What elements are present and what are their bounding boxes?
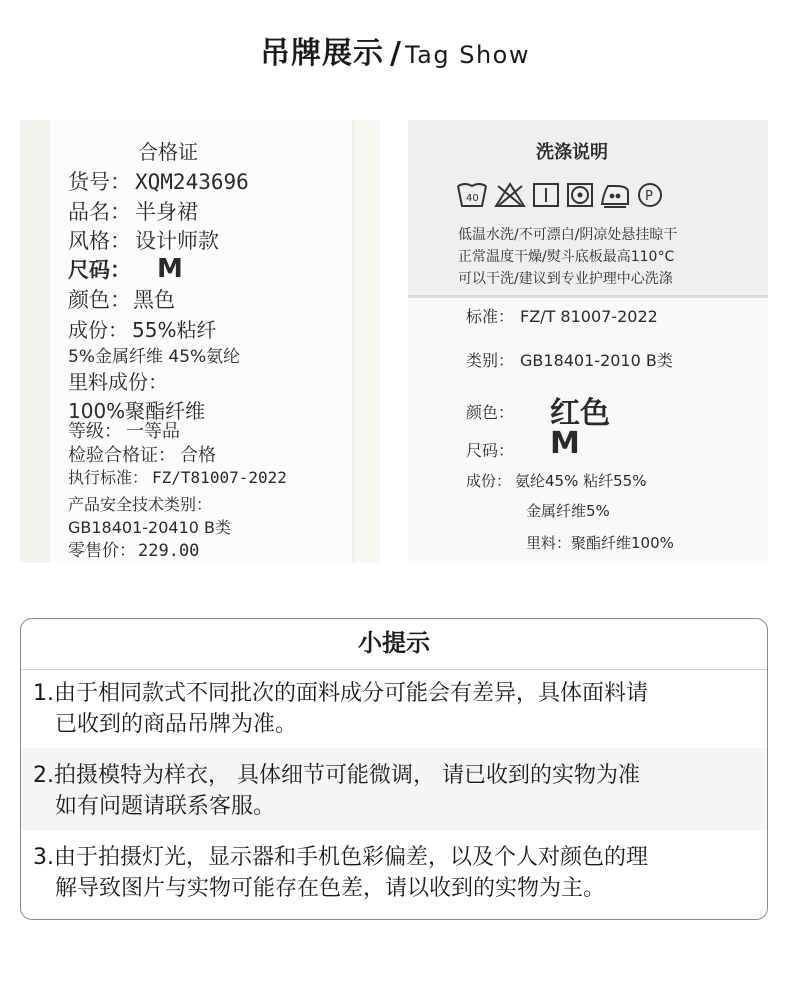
composition-row-2: 金属纤维5%	[526, 502, 610, 520]
tip-line: 解导致图片与实物可能存在色差，请以收到的实物为主。	[55, 876, 606, 901]
tag-line-safety-label: 产品安全技术类别：	[68, 495, 213, 514]
tip-item	[21, 670, 767, 748]
tag-line-product-name: 品名： 半身裙	[68, 200, 198, 224]
header-title-cn: 吊牌展示	[260, 36, 384, 71]
care-symbol-row	[456, 180, 706, 210]
tip-item	[21, 830, 767, 919]
care-text-2: 正常温度干燥/熨斗底板最高110°C	[458, 249, 675, 265]
header-slash: /	[390, 36, 401, 71]
iron-medium-icon	[602, 186, 628, 207]
tag-line-grade: 等级： 一等品	[68, 421, 180, 442]
tag-line-safety-class: GB18401-20410 B类	[68, 518, 232, 537]
color-label: 颜色：	[466, 403, 515, 422]
tip-line: 1.由于相同款式不同批次的面料成分可能会有差异，具体面料请	[33, 681, 648, 706]
care-text-3: 可以干洗/建议到专业护理中心洗涤	[458, 271, 673, 287]
tumble-dry-low-icon	[568, 184, 592, 206]
category-row: 类别： GB18401-2010 B类	[466, 351, 673, 370]
tag-line-composition: 成份： 55%粘纤	[68, 318, 217, 342]
tag-line-inspection: 检验合格证： 合格	[68, 445, 216, 466]
svg-text:40: 40	[466, 193, 479, 204]
tag-line-color: 颜色：黑色	[68, 288, 175, 312]
lining-row: 里料：聚酯纤维100%	[526, 534, 674, 552]
dry-clean-p-icon	[639, 184, 661, 206]
wash-label-photo	[408, 120, 768, 563]
tip-line: 如有问题请联系客服。	[55, 794, 276, 819]
color-value: 红色	[550, 396, 610, 431]
tip-line: 3.由于拍摄灯光，显示器和手机色彩偏差，以及个人对颜色的理	[33, 845, 648, 870]
tag-line-price: 零售价： 229.00	[68, 541, 200, 561]
section-header	[0, 28, 790, 72]
svg-text:P: P	[645, 189, 653, 204]
care-text-1: 低温水洗/不可漂白/阴凉处悬挂晾干	[458, 227, 678, 243]
tag-line-composition-2: 5%金属纤维 45%氨纶	[68, 347, 241, 367]
tip-item	[21, 748, 767, 830]
tag-line-lining-label: 里料成份：	[68, 370, 168, 394]
standard-row: 标准： FZ/T 81007-2022	[466, 307, 658, 326]
tips-box	[20, 618, 768, 920]
size-label: 尺码：	[466, 441, 515, 460]
tag-line-lining: 100%聚酯纤维	[68, 399, 206, 423]
line-dry-icon	[534, 184, 558, 206]
header-title-en: Tag Show	[404, 41, 530, 69]
tag-line-item-no: 货号： XQM243696	[68, 170, 249, 194]
tag-line-style: 风格： 设计师款	[68, 229, 219, 253]
hang-tag-photo	[20, 120, 380, 563]
wash-label-title: 洗涤说明	[536, 142, 608, 163]
tag-line-size: 尺码： M	[68, 254, 183, 284]
no-bleach-icon	[496, 184, 524, 206]
wash-40-icon	[458, 184, 486, 206]
tip-line: 已收到的商品吊牌为准。	[55, 712, 298, 737]
tip-line: 2.拍摄模特为样衣， 具体细节可能微调， 请已收到的实物为准	[33, 763, 640, 788]
tag-heading: 合格证	[138, 140, 198, 164]
composition-row: 成份： 氨纶45% 粘纤55%	[466, 472, 647, 490]
tag-line-standard: 执行标准： FZ/T81007-2022	[68, 468, 287, 487]
tips-title: 小提示	[21, 619, 767, 670]
size-value: M	[550, 426, 580, 461]
